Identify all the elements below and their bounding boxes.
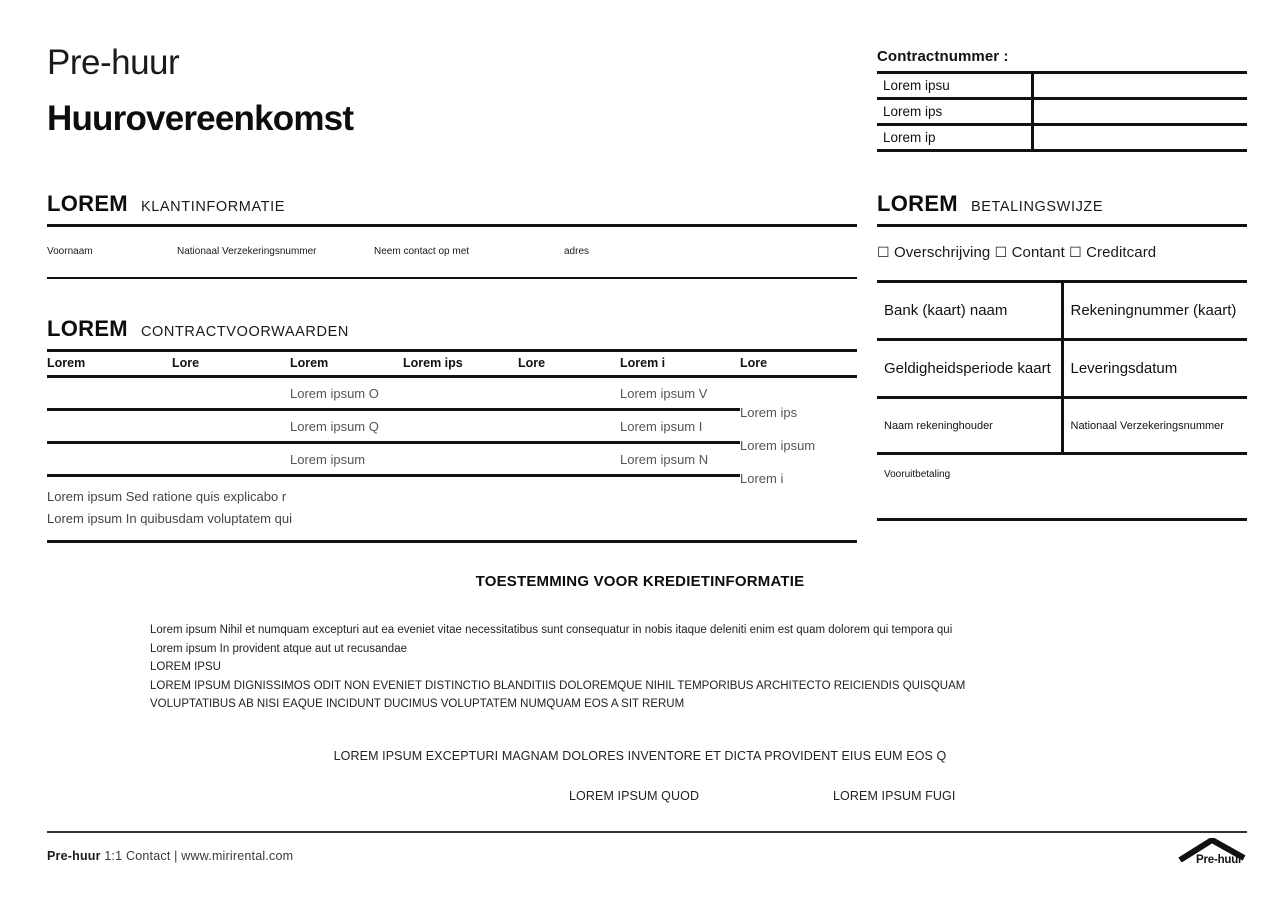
table-row bbox=[47, 443, 857, 476]
table-row bbox=[877, 99, 1247, 125]
section-subtitle: KLANTINFORMATIE bbox=[140, 199, 286, 215]
cell[interactable]: Lorem ipsum I bbox=[620, 410, 740, 443]
cell[interactable] bbox=[403, 377, 518, 410]
column-header: Lorem i bbox=[620, 356, 666, 370]
table-row bbox=[877, 282, 1247, 340]
contract-number-label: Contractnummer : bbox=[877, 48, 1009, 65]
contract-number-block bbox=[877, 48, 1247, 152]
section-lorem-label: LOREM bbox=[47, 316, 128, 341]
section-spacer bbox=[47, 279, 857, 316]
field-label-nationaal-verzekeringsnummer: Nationaal Verzekeringsnummer bbox=[177, 246, 317, 257]
contract-row-value[interactable] bbox=[1032, 73, 1247, 99]
conditions-notes bbox=[47, 477, 857, 543]
cell-spacer bbox=[740, 410, 857, 443]
cell[interactable] bbox=[47, 410, 172, 443]
note-line: Lorem ipsum In quibusdam voluptatem qui bbox=[47, 511, 292, 526]
cell[interactable] bbox=[403, 443, 518, 476]
table-header-row bbox=[47, 352, 857, 377]
left-column bbox=[47, 191, 857, 543]
cell[interactable] bbox=[518, 443, 620, 476]
contract-row-key: Lorem ipsu bbox=[877, 73, 1032, 99]
consent-paragraph: VOLUPTATIBUS AB NISI EAQUE INCIDUNT DUCIMUS VOLUPTATEM NUMQUAM EOS A SIT RERUM bbox=[150, 698, 685, 711]
section-header-customer-info bbox=[47, 191, 857, 227]
cell[interactable] bbox=[518, 410, 620, 443]
column-header: Lore bbox=[172, 356, 200, 370]
column-header: Lorem ips bbox=[403, 356, 463, 370]
payment-options bbox=[877, 227, 1247, 280]
cell[interactable] bbox=[172, 377, 290, 410]
column-header: Lore bbox=[740, 356, 768, 370]
footer-info: 1:1 Contact | www.mirirental.com bbox=[100, 849, 294, 863]
field-label-contact: Neem contact op met bbox=[374, 246, 470, 257]
right-column bbox=[877, 191, 1247, 521]
bank-cell-left[interactable]: Bank (kaart) naam bbox=[877, 282, 1062, 340]
cell[interactable] bbox=[172, 443, 290, 476]
cell[interactable]: Lorem ipsum bbox=[290, 443, 403, 476]
cell[interactable] bbox=[47, 443, 172, 476]
cell[interactable]: Lorem i bbox=[740, 471, 784, 486]
cell[interactable] bbox=[47, 377, 172, 410]
consent-paragraph: Lorem ipsum In provident atque aut ut recusandae bbox=[150, 642, 407, 655]
checkbox-creditcard-icon[interactable]: ☐ bbox=[1069, 244, 1082, 260]
table-row bbox=[877, 73, 1247, 99]
customer-info-fields bbox=[47, 227, 857, 279]
column-header: Lore bbox=[518, 356, 546, 370]
table-row bbox=[877, 125, 1247, 151]
page-title-pre: Pre-huur bbox=[47, 43, 180, 82]
table-row bbox=[47, 410, 857, 443]
consent-body bbox=[150, 621, 1140, 714]
contract-conditions-table bbox=[47, 352, 857, 477]
cell[interactable]: Lorem ipsum N bbox=[620, 443, 740, 476]
table-row bbox=[877, 398, 1247, 454]
prepayment-cell[interactable]: Vooruitbetaling bbox=[884, 469, 951, 480]
contract-conditions-table-wrapper bbox=[47, 352, 857, 486]
cell[interactable] bbox=[403, 410, 518, 443]
section-lorem-label: LOREM bbox=[47, 191, 128, 216]
cell[interactable]: Lorem ips bbox=[740, 405, 798, 420]
note-line: Lorem ipsum Sed ratione quis explicabo r bbox=[47, 489, 287, 504]
signature-label-right: LOREM IPSUM FUGI bbox=[833, 789, 956, 803]
consent-paragraph: LOREM IPSU bbox=[150, 661, 221, 674]
checkbox-overschrijving-icon[interactable]: ☐ bbox=[877, 244, 890, 260]
consent-title: TOESTEMMING VOOR KREDIETINFORMATIE bbox=[475, 573, 805, 590]
bank-cell-right[interactable]: Nationaal Verzekeringsnummer bbox=[1070, 419, 1224, 432]
section-subtitle: BETALINGSWIJZE bbox=[970, 199, 1104, 215]
field-label-voornaam: Voornaam bbox=[47, 246, 93, 257]
contract-number-table bbox=[877, 71, 1247, 152]
section-subtitle: CONTRACTVOORWAARDEN bbox=[140, 324, 349, 340]
checkbox-label-overschrijving: Overschrijving bbox=[893, 244, 991, 261]
checkbox-contant-icon[interactable]: ☐ bbox=[994, 244, 1008, 260]
section-header-payment-method bbox=[877, 191, 1247, 227]
bank-details-table bbox=[877, 280, 1247, 521]
field-label-adres: adres bbox=[564, 246, 590, 257]
contract-row-value[interactable] bbox=[1032, 125, 1247, 151]
section-header-contract-conditions bbox=[47, 316, 857, 352]
signature-label-left: LOREM IPSUM QUOD bbox=[569, 789, 700, 803]
consent-center-line: LOREM IPSUM EXCEPTURI MAGNAM DOLORES INVENTORE ET DICTA PROVIDENT EIUS EUM EOS Q bbox=[333, 749, 947, 763]
footer-brand: Pre-huur bbox=[47, 849, 101, 863]
table-row bbox=[47, 377, 857, 410]
cell[interactable]: Lorem ipsum bbox=[740, 438, 816, 453]
table-row bbox=[877, 454, 1247, 520]
table-row bbox=[877, 340, 1247, 398]
bank-cell-right[interactable]: Leveringsdatum bbox=[1070, 360, 1178, 377]
cell-spacer bbox=[740, 443, 857, 476]
checkbox-label-contant: Contant bbox=[1011, 244, 1065, 261]
footer-divider bbox=[47, 831, 1247, 833]
page-title-main: Huurovereenkomst bbox=[47, 99, 354, 138]
cell[interactable]: Lorem ipsum O bbox=[290, 377, 403, 410]
footer-text bbox=[47, 849, 293, 863]
cell-spacer bbox=[740, 377, 857, 410]
bank-cell-right[interactable]: Rekeningnummer (kaart) bbox=[1070, 302, 1237, 319]
brand-logo bbox=[1176, 838, 1252, 870]
contract-row-key: Lorem ip bbox=[877, 125, 1032, 151]
logo-text: Pre-huur bbox=[1196, 854, 1243, 866]
cell[interactable]: Lorem ipsum V bbox=[620, 377, 740, 410]
bank-cell-left[interactable]: Geldigheidsperiode kaart bbox=[877, 340, 1062, 398]
cell[interactable]: Lorem ipsum Q bbox=[290, 410, 403, 443]
consent-paragraph: LOREM IPSUM DIGNISSIMOS ODIT NON EVENIET DISTINCTIO BLANDITIIS DOLOREMQUE NIHIL TEMPORIBUS ARCHITECTO REICIENDIS QUISQUAM bbox=[150, 679, 966, 692]
contract-row-value[interactable] bbox=[1032, 99, 1247, 125]
cell[interactable] bbox=[518, 377, 620, 410]
checkbox-label-creditcard: Creditcard bbox=[1086, 244, 1157, 261]
column-header: Lorem bbox=[290, 356, 329, 370]
contract-row-key: Lorem ips bbox=[877, 99, 1032, 125]
cell[interactable] bbox=[172, 410, 290, 443]
column-header: Lorem bbox=[47, 356, 86, 370]
consent-paragraph: Lorem ipsum Nihil et numquam excepturi aut ea eveniet vitae necessitatibus sunt consequatur in nobis itaque deleniti enim est quam dolorem qui tempora qui bbox=[150, 624, 953, 636]
section-lorem-label: LOREM bbox=[877, 191, 958, 216]
bank-cell-left[interactable]: Naam rekeninghouder bbox=[877, 398, 1062, 454]
